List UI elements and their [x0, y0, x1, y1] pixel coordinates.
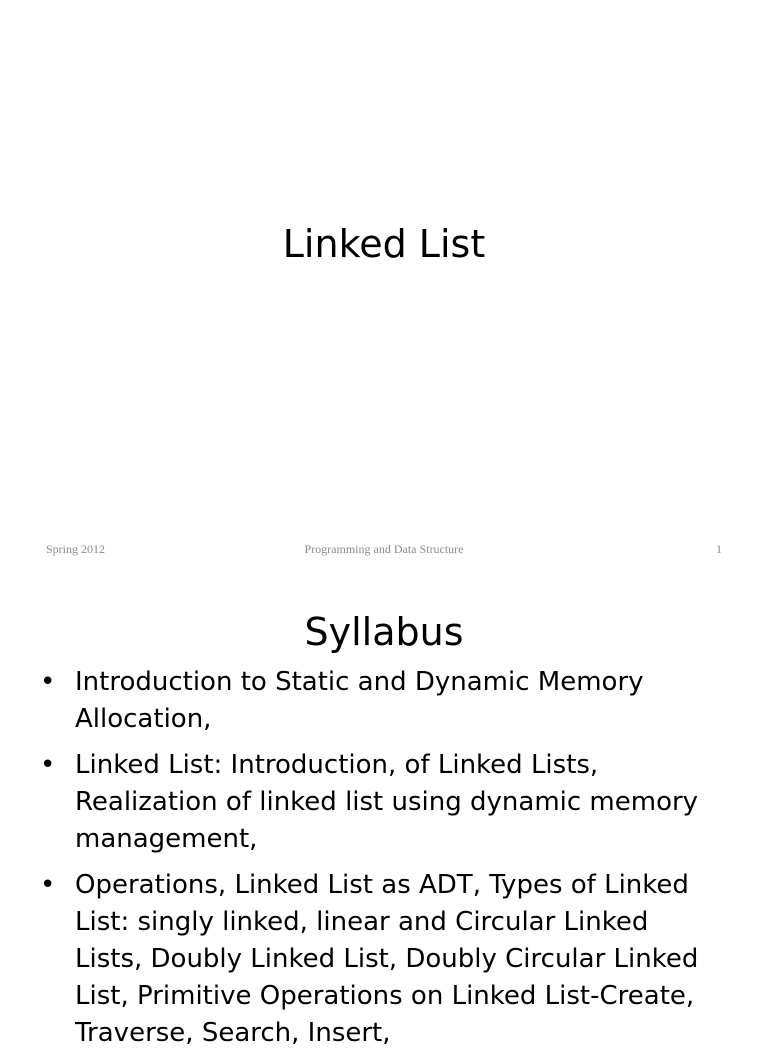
slide-title: Linked List: [282, 222, 486, 266]
footer-date: Spring 2012: [46, 542, 106, 556]
slide-2: [0, 576, 768, 1048]
bullet-icon: •: [40, 667, 56, 697]
bullet-item: [40, 867, 700, 1052]
slide-title: Syllabus: [304, 610, 464, 654]
bullet-item: [40, 747, 700, 858]
bullet-text: Introduction to Static and Dynamic Memory Allocation,: [75, 667, 644, 734]
bullet-list: [40, 664, 700, 1061]
footer-course: Programming and Data Structure: [304, 542, 464, 556]
bullet-text: Linked List: Introduction, of Linked Lists, Realization of linked list using dynamic memory management,: [75, 750, 699, 854]
footer-page-number: 1: [716, 542, 722, 556]
bullet-item: [40, 664, 700, 738]
bullet-icon: •: [40, 750, 56, 780]
bullet-icon: •: [40, 870, 56, 900]
bullet-text: Operations, Linked List as ADT, Types of Linked List: singly linked, linear and Circular Linked Lists, Doubly Linked List, Doubly Circular Linked List, Primitive Operations on Linked List-Create, Traverse, Search, Insert,: [75, 870, 699, 1048]
